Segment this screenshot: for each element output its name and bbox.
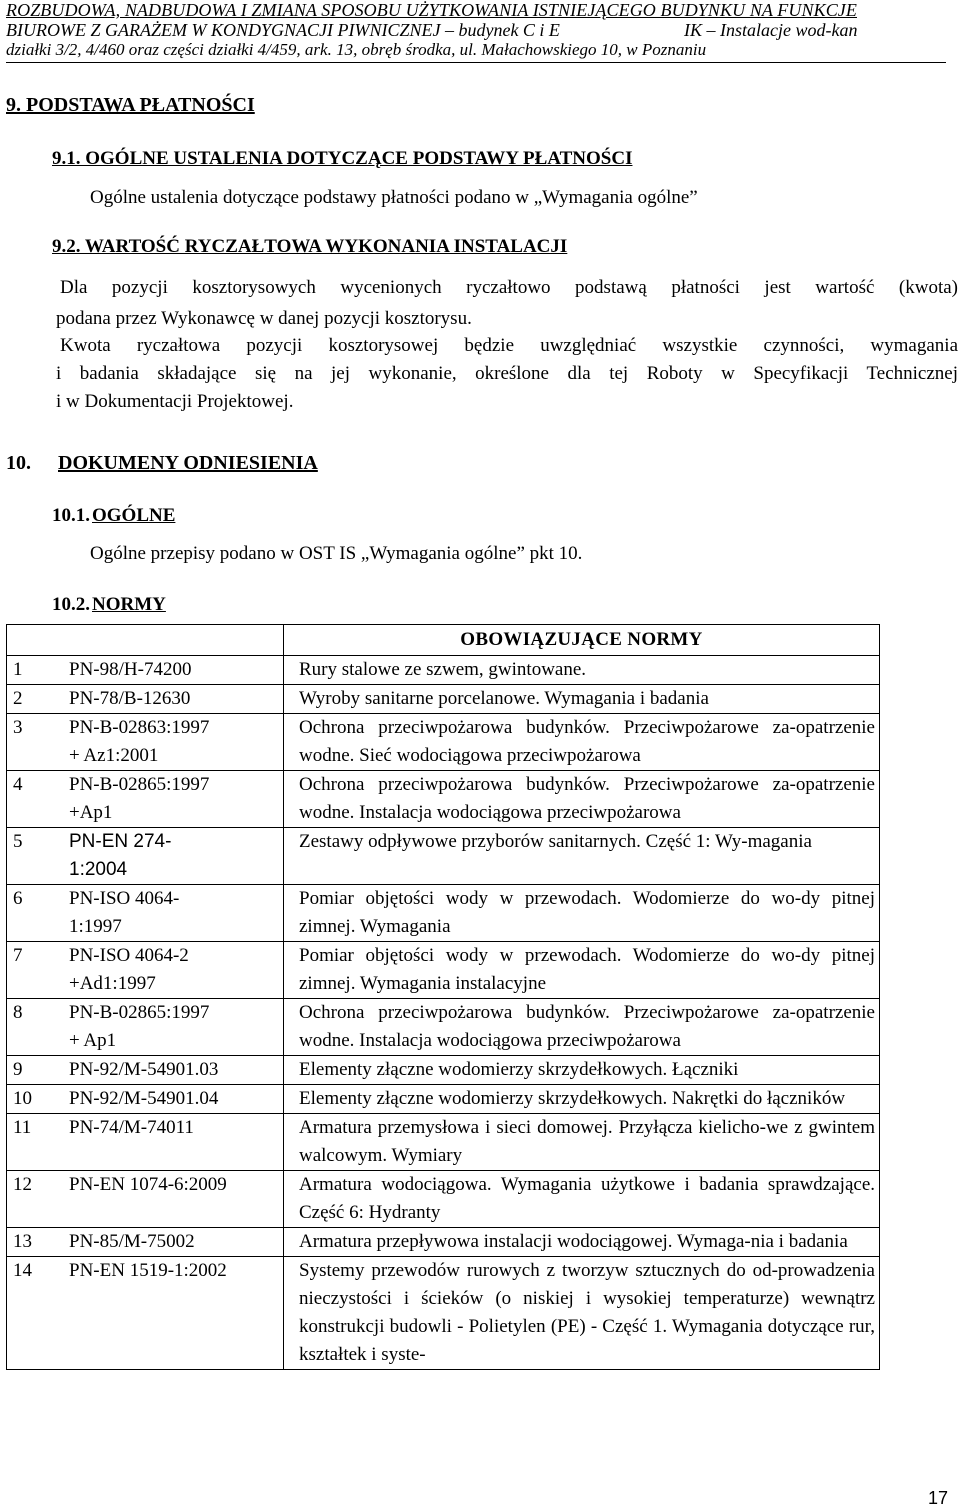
norm-number: 11 — [7, 1114, 66, 1171]
norms-table-header-spacer — [7, 625, 284, 656]
norm-number: 9 — [7, 1056, 66, 1085]
section-9-2-paragraph-2-line-3: i w Dokumentacji Projektowej. — [56, 391, 294, 412]
table-row — [7, 714, 880, 771]
section-10-title: DOKUMENY ODNIESIENIA — [58, 452, 318, 474]
norm-code — [65, 771, 284, 828]
header-line-2-left: BIUROWE Z GARAŻEM W KONDYGNACJI PIWNICZNEJ – budynek C i E — [6, 20, 560, 40]
table-row — [7, 828, 880, 885]
table-row — [7, 885, 880, 942]
section-10-number: 10. — [6, 452, 31, 474]
norm-code — [65, 1171, 284, 1228]
norm-number: 12 — [7, 1171, 66, 1228]
norm-description: Rury stalowe ze szwem, gwintowane. — [284, 656, 880, 685]
norms-table-body — [7, 625, 880, 1370]
norm-code-line-1: PN-ISO 4064- — [69, 888, 180, 909]
norm-number: 4 — [7, 771, 66, 828]
norm-description: Ochrona przeciwpożarowa budynków. Przeciwpożarowe za-opatrzenie wodne. Instalacja wodociągowa przeciwpożarowa — [284, 999, 880, 1056]
header-line-2-right: IK – Instalacje wod-kan — [684, 20, 858, 40]
norm-code-line-1: PN-ISO 4064-2 — [69, 945, 189, 966]
section-9-1-title: 9.1. OGÓLNE USTALENIA DOTYCZĄCE PODSTAWY PŁATNOŚCI — [52, 148, 633, 169]
norm-number: 14 — [7, 1257, 66, 1370]
norm-code — [65, 885, 284, 942]
table-row — [7, 656, 880, 685]
norm-number: 10 — [7, 1085, 66, 1114]
norm-number: 1 — [7, 656, 66, 685]
norm-description: Wyroby sanitarne porcelanowe. Wymagania i badania — [284, 685, 880, 714]
table-row — [7, 1257, 880, 1370]
norm-description: Ochrona przeciwpożarowa budynków. Przeciwpożarowe za-opatrzenie wodne. Instalacja wodociągowa przeciwpożarowa — [284, 771, 880, 828]
norm-code — [65, 999, 284, 1056]
table-row — [7, 999, 880, 1056]
section-10-2-number: 10.2. — [52, 594, 90, 615]
norm-code — [65, 1257, 284, 1370]
norm-description: Elementy złączne wodomierzy skrzydełkowych. Łączniki — [284, 1056, 880, 1085]
header-rule — [6, 62, 946, 63]
norm-code-line-1: PN-78/B-12630 — [69, 688, 191, 709]
norm-description: Elementy złączne wodomierzy skrzydełkowych. Nakrętki do łączników — [284, 1085, 880, 1114]
norm-code — [65, 656, 284, 685]
section-9-2-paragraph-1-line-2: podana przez Wykonawcę w danej pozycji kosztorysu. — [56, 308, 472, 329]
norms-table-header-row — [7, 625, 880, 656]
header-line-2 — [6, 20, 956, 40]
norms-table-header: OBOWIĄZUJĄCE NORMY — [284, 625, 880, 656]
section-10-2-title: NORMY — [92, 594, 166, 615]
norm-number: 8 — [7, 999, 66, 1056]
norm-code-line-1: PN-EN 1074-6:2009 — [69, 1174, 227, 1195]
norm-number: 2 — [7, 685, 66, 714]
norm-code-line-1: PN-B-02865:1997 — [69, 1002, 210, 1023]
section-9-2-title: 9.2. WARTOŚĆ RYCZAŁTOWA WYKONANIA INSTALACJI — [52, 236, 568, 257]
norm-code-line-2: 1:1997 — [69, 916, 122, 937]
norm-description: Pomiar objętości wody w przewodach. Wodomierze do wo-dy pitnej zimnej. Wymagania — [284, 885, 880, 942]
norm-code-line-1: PN-92/M-54901.03 — [69, 1059, 219, 1080]
norm-code-line-1: PN-EN 274- — [69, 831, 172, 852]
norm-code-line-1: PN-B-02863:1997 — [69, 717, 210, 738]
norm-code — [65, 828, 284, 885]
norm-description: Pomiar objętości wody w przewodach. Wodomierze do wo-dy pitnej zimnej. Wymagania instalacyjne — [284, 942, 880, 999]
norm-code — [65, 1085, 284, 1114]
table-row — [7, 1171, 880, 1228]
section-10-1-title: OGÓLNE — [92, 505, 176, 526]
header-line-3: działki 3/2, 4/460 oraz części działki 4/459, ark. 13, obręb środka, ul. Małachowskiego 10, w Poznaniu — [6, 40, 707, 59]
section-9-2-paragraph-1-line-1: Dla pozycji kosztorysowych wycenionych ryczałtowo podstawą płatności jest wartość (kwota) — [60, 277, 958, 298]
norms-table — [6, 624, 880, 1370]
norm-code-line-2: + Ap1 — [69, 1030, 117, 1051]
norm-code-line-1: PN-92/M-54901.04 — [69, 1088, 219, 1109]
norm-description: Systemy przewodów rurowych z tworzyw sztucznych do od-prowadzenia nieczystości i ścieków (o niskiej i wysokiej temperaturze) wewnątrz konstrukcji budowli - Polietylen (PE) - Część 1. Wymagania dotyczące rur, kształtek i syste- — [284, 1257, 880, 1370]
norm-code-line-1: PN-98/H-74200 — [69, 659, 192, 680]
norm-code — [65, 1228, 284, 1257]
table-row — [7, 1228, 880, 1257]
page-number: 17 — [928, 1488, 949, 1508]
norm-description: Zestawy odpływowe przyborów sanitarnych. Część 1: Wy-magania — [284, 828, 880, 885]
section-10-1-text: Ogólne przepisy podano w OST IS „Wymagania ogólne” pkt 10. — [90, 543, 583, 564]
section-9-1-text: Ogólne ustalenia dotyczące podstawy płatności podano w „Wymagania ogólne” — [90, 187, 698, 208]
norm-code — [65, 685, 284, 714]
section-10-1-number: 10.1. — [52, 505, 90, 526]
norm-number: 3 — [7, 714, 66, 771]
norm-description: Armatura przemysłowa i sieci domowej. Przyłącza kielicho-we z gwintem walcowym. Wymiary — [284, 1114, 880, 1171]
norm-description: Ochrona przeciwpożarowa budynków. Przeciwpożarowe za-opatrzenie wodne. Sieć wodociągowa przeciwpożarowa — [284, 714, 880, 771]
section-9-title: 9. PODSTAWA PŁATNOŚCI — [6, 94, 255, 116]
table-row — [7, 1114, 880, 1171]
norm-code-line-2: + Az1:2001 — [69, 745, 159, 766]
norm-code-line-1: PN-EN 1519-1:2002 — [69, 1260, 227, 1281]
norm-number: 6 — [7, 885, 66, 942]
norm-code — [65, 1056, 284, 1085]
table-row — [7, 1056, 880, 1085]
norm-code-line-2: 1:2004 — [69, 859, 128, 880]
section-9-2-paragraph-2-line-2: i badania składające się na jej wykonanie, określone dla tej Roboty w Specyfikacji Technicznej — [56, 363, 958, 384]
norm-code-line-2: +Ap1 — [69, 802, 113, 823]
norm-code — [65, 714, 284, 771]
table-row — [7, 685, 880, 714]
section-9-2-paragraph-2-line-1: Kwota ryczałtowa pozycji kosztorysowej będzie uwzględniać wszystkie czynności, wymagania — [60, 335, 958, 356]
header-line-1: ROZBUDOWA, NADBUDOWA I ZMIANA SPOSOBU UŻYTKOWANIA ISTNIEJĄCEGO BUDYNKU NA FUNKCJE — [6, 0, 857, 20]
norm-description: Armatura wodociągowa. Wymagania użytkowe i badania sprawdzające. Część 6: Hydranty — [284, 1171, 880, 1228]
norm-code-line-1: PN-74/M-74011 — [69, 1117, 194, 1138]
norm-number: 7 — [7, 942, 66, 999]
norm-code-line-2: +Ad1:1997 — [69, 973, 156, 994]
document-header — [6, 0, 956, 60]
norm-number: 13 — [7, 1228, 66, 1257]
norm-code-line-1: PN-85/M-75002 — [69, 1231, 195, 1252]
table-row — [7, 1085, 880, 1114]
table-row — [7, 942, 880, 999]
norm-code — [65, 1114, 284, 1171]
norm-code-line-1: PN-B-02865:1997 — [69, 774, 210, 795]
table-row — [7, 771, 880, 828]
norm-code — [65, 942, 284, 999]
norm-description: Armatura przepływowa instalacji wodociągowej. Wymaga-nia i badania — [284, 1228, 880, 1257]
norm-number: 5 — [7, 828, 66, 885]
